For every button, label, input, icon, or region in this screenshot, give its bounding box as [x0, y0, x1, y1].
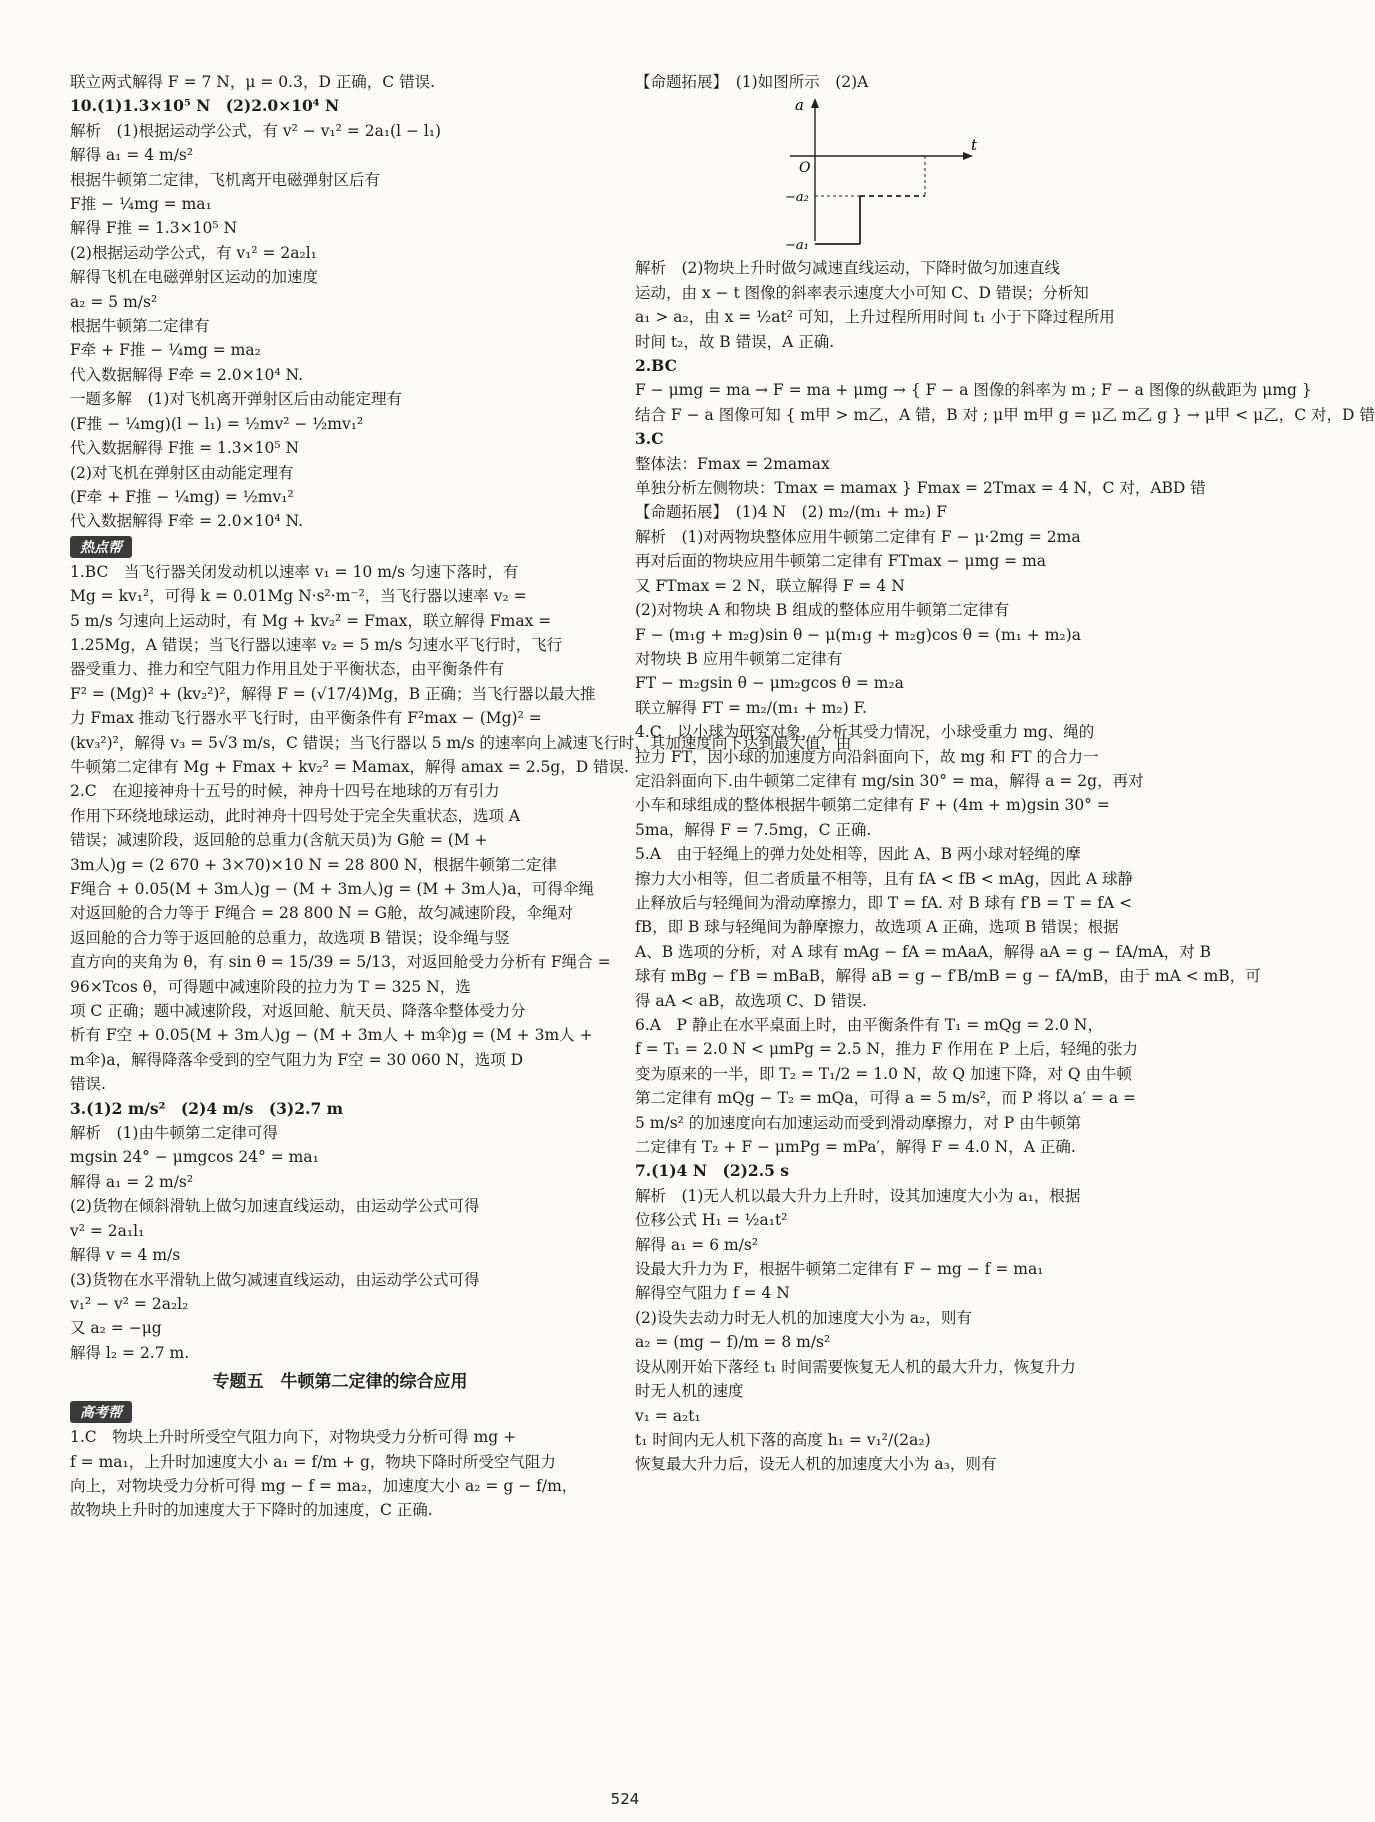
- text-line: t₁ 时间内无人机下落的高度 h₁ = v₁²/(2a₂): [635, 1430, 931, 1449]
- text-line: 时无人机的速度: [635, 1382, 744, 1401]
- text-line: 直方向的夹角为 θ，有 sin θ = 15/39 = 5/13，对返回舱受力分析有 F绳合 =: [70, 953, 611, 972]
- text-line: Mg = kv₁²，可得 k = 0.01Mg N·s²·m⁻²，当飞行器以速率 v₂ =: [70, 587, 527, 606]
- text-line: 析有 F空 + 0.05(M + 3m人)g − (M + 3m人 + m伞)g = (M + 3m人 +: [70, 1026, 593, 1045]
- text-line: 止释放后与轻绳间为滑动摩擦力，即 T = fA. 对 B 球有 f′B = T = fA <: [635, 893, 1133, 912]
- text-line: 设从刚开始下落经 t₁ 时间需要恢复无人机的最大升力，恢复升力: [635, 1357, 1076, 1376]
- text-line: (2)根据运动学公式，有 v₁² = 2a₂l₁: [70, 243, 317, 262]
- text-line: a₂ = (mg − f)/m = 8 m/s²: [635, 1333, 831, 1352]
- text-line: 4.C 以小球为研究对象，分析其受力情况，小球受重力 mg、绳的: [635, 723, 1095, 742]
- text-line: 5 m/s² 的加速度向右加速运动而受到滑动摩擦力，对 P 由牛顿第: [635, 1113, 1082, 1132]
- text-line: fB，即 B 球与轻绳间为静摩擦力，故选项 A 正确，选项 B 错误；根据: [635, 918, 1119, 937]
- text-line: 定沿斜面向下.由牛顿第二定律有 mg/sin 30° = ma，解得 a = 2g，再对: [635, 771, 1144, 790]
- text-line: (3)货物在水平滑轨上做匀减速直线运动，由运动学公式可得: [70, 1270, 480, 1289]
- text-line: F² = (Mg)² + (kv₂²)²，解得 F = (√17/4)Mg，B 正确；当飞行器以最大推: [70, 684, 596, 703]
- section-tag: 高考帮: [70, 1401, 132, 1423]
- text-line: A、B 选项的分析，对 A 球有 mAg − fA = mAaA，解得 aA = g − fA/mA，对 B: [635, 942, 1212, 961]
- text-line: 代入数据解得 F推 = 1.3×10⁵ N: [70, 439, 300, 458]
- text-line: 错误.: [70, 1075, 106, 1094]
- text-line: 解得 a₁ = 4 m/s²: [70, 146, 194, 165]
- text-line: (F牵 + F推 − ¼mg) = ½mv₁²: [70, 487, 294, 506]
- text-line: v² = 2a₁l₁: [70, 1221, 145, 1240]
- text-line: 对物块 B 应用牛顿第二定律有: [635, 649, 843, 668]
- text-line: 根据牛顿第二定律有: [70, 317, 210, 336]
- text-line: 位移公式 H₁ = ½a₁t²: [635, 1211, 788, 1230]
- text-line: 小车和球组成的整体根据牛顿第二定律有 F + (4m + m)gsin 30° =: [635, 796, 1110, 815]
- text-line: F − (m₁g + m₂g)sin θ − μ(m₁g + m₂g)cos θ = (m₁ + m₂)a: [635, 625, 1081, 644]
- text-line: 一题多解 (1)对飞机离开弹射区后由动能定理有: [70, 390, 402, 409]
- acceleration-time-graph: [785, 96, 985, 254]
- text-line: 器受重力、推力和空气阻力作用且处于平衡状态，由平衡条件有: [70, 660, 505, 679]
- text-line: 解析 (1)由牛顿第二定律可得: [70, 1124, 278, 1143]
- text-line: 1.C 物块上升时所受空气阻力向下，对物块受力分析可得 mg +: [70, 1428, 517, 1447]
- graph-x-label: t: [971, 136, 978, 155]
- text-line: 得 aA < aB，故选项 C、D 错误.: [635, 991, 867, 1010]
- text-line: 【命题拓展】 (1)如图所示 (2)A: [635, 73, 869, 91]
- text-line: (2)对物块 A 和物块 B 组成的整体应用牛顿第二定律有: [635, 601, 1010, 620]
- graph-y-label: a: [795, 96, 804, 115]
- text-line: F牵 + F推 − ¼mg = ma₂: [70, 341, 261, 360]
- text-line: 时间 t₂，故 B 错误，A 正确.: [635, 332, 835, 351]
- right-column: [635, 70, 1375, 1477]
- text-line: 【命题拓展】 (1)4 N (2) m₂/(m₁ + m₂) F: [635, 503, 948, 522]
- graph-level-label: −a₁: [785, 238, 809, 254]
- text-line: 5 m/s 匀速向上运动时，有 Mg + kv₂² = Fmax，联立解得 Fmax =: [70, 611, 552, 630]
- text-line: 又 a₂ = −μg: [70, 1319, 162, 1338]
- text-line: F绳合 + 0.05(M + 3m人)g − (M + 3m人)g = (M + 3m人)a，可得伞绳: [70, 880, 594, 898]
- text-line: 联立两式解得 F = 7 N，μ = 0.3，D 正确，C 错误.: [70, 73, 436, 91]
- text-line: 第二定律有 mQg − T₂ = mQa，可得 a = 5 m/s²，而 P 将以 a′ = a =: [635, 1089, 1136, 1108]
- text-line: 根据牛顿第二定律，飞机离开电磁弹射区后有: [70, 170, 381, 189]
- text-line: v₁² − v² = 2a₂l₂: [70, 1294, 189, 1313]
- text-line: 对返回舱的合力等于 F绳合 = 28 800 N = G舱，故匀减速阶段，伞绳对: [70, 904, 573, 923]
- text-line: 单独分析左侧物块：Tmax = mamax } Fmax = 2Tmax = 4 N，C 对，ABD 错: [635, 479, 1206, 498]
- text-line: 变为原来的一半，即 T₂ = T₁/2 = 1.0 N，故 Q 加速下降，对 Q 由牛顿: [635, 1064, 1133, 1083]
- graph-origin-label: O: [799, 160, 811, 177]
- text-line: 解析 (2)物块上升时做匀减速直线运动，下降时做匀加速直线: [635, 259, 1060, 278]
- text-line: 3m人)g = (2 670 + 3×70)×10 N = 28 800 N，根据牛顿第二定律: [70, 855, 558, 874]
- text-line: 解得 a₁ = 2 m/s²: [70, 1172, 194, 1191]
- text-line: 恢复最大升力后，设无人机的加速度大小为 a₃，则有: [635, 1455, 997, 1474]
- text-line: 联立解得 FT = m₂/(m₁ + m₂) F.: [635, 698, 867, 717]
- text-line: (F推 − ¼mg)(l − l₁) = ½mv² − ½mv₁²: [70, 414, 364, 433]
- text-line: 项 C 正确；题中减速阶段，对返回舱、航天员、降落伞整体受力分: [70, 1002, 526, 1021]
- text-line: 拉力 FT，因小球的加速度方向沿斜面向下，故 mg 和 FT 的合力一: [635, 747, 1099, 766]
- answer-heading: 10.(1)1.3×10⁵ N (2)2.0×10⁴ N: [70, 96, 340, 116]
- text-line: 又 FTmax = 2 N，联立解得 F = 4 N: [635, 576, 905, 595]
- text-line: F − μmg = ma → F = ma + μmg → { F − a 图像的斜率为 m ; F − a 图像的纵截距为 μmg }: [635, 381, 1312, 400]
- answer-heading: 3.(1)2 m/s² (2)4 m/s (3)2.7 m: [70, 1098, 344, 1118]
- text-line: 5ma，解得 F = 7.5mg，C 正确.: [635, 820, 872, 839]
- text-line: 运动，由 x − t 图像的斜率表示速度大小可知 C、D 错误；分析知: [635, 283, 1089, 302]
- graph-level-label: −a₂: [785, 190, 809, 206]
- text-line: 擦力大小相等，但二者质量不相等，且有 fA < fB < mAg，因此 A 球静: [635, 869, 1134, 888]
- text-line: 5.A 由于轻绳上的弹力处处相等，因此 A、B 两小球对轻绳的摩: [635, 845, 1081, 864]
- text-line: 1.BC 当飞行器关闭发动机以速率 v₁ = 10 m/s 匀速下落时，有: [70, 562, 519, 581]
- text-line: 力 Fmax 推动飞行器水平飞行时，由平衡条件有 F²max − (Mg)² =: [70, 709, 542, 728]
- text-line: 结合 F − a 图像可知 { m甲 > m乙，A 错，B 对 ; μ甲 m甲 g = μ乙 m乙 g } → μ甲 < μ乙，C 对，D 错: [635, 405, 1375, 424]
- right-column-body: [635, 256, 1375, 1476]
- text-line: 解析 (1)无人机以最大升力上升时，设其加速度大小为 a₁，根据: [635, 1186, 1081, 1205]
- text-line: 解得 l₂ = 2.7 m.: [70, 1343, 190, 1362]
- answer-heading: 3.C: [635, 429, 664, 449]
- text-line: 解得 a₁ = 6 m/s²: [635, 1235, 759, 1254]
- text-line: 解析 (1)对两物块整体应用牛顿第二定律有 F − μ·2mg = 2ma: [635, 527, 1081, 546]
- text-line: mgsin 24° − μmgcos 24° = ma₁: [70, 1148, 319, 1167]
- page-number: 524: [610, 1790, 640, 1808]
- text-line: FT − m₂gsin θ − μm₂gcos θ = m₂a: [635, 674, 904, 693]
- text-line: 牛顿第二定律有 Mg + Fmax + kv₂² = Mamax，解得 amax = 2.5g，D 错误.: [70, 757, 630, 776]
- text-line: a₁ > a₂，由 x = ½at² 可知，上升过程所用时间 t₁ 小于下降过程所用: [635, 308, 1115, 327]
- text-line: m伞)a，解得降落伞受到的空气阻力为 F空 = 30 060 N，选项 D: [70, 1050, 524, 1069]
- text-line: 解得空气阻力 f = 4 N: [635, 1284, 790, 1303]
- text-line: 解得 v = 4 m/s: [70, 1246, 181, 1265]
- text-line: 整体法：Fmax = 2mamax: [635, 454, 830, 473]
- text-line: 设最大升力为 F，根据牛顿第二定律有 F − mg − f = ma₁: [635, 1260, 1044, 1279]
- text-line: 错误；减速阶段，返回舱的总重力(含航天员)为 G舱 = (M +: [70, 831, 488, 850]
- text-line: (kv₃²)²，解得 v₃ = 5√3 m/s，C 错误；当飞行器以 5 m/s 的速率向上减速飞行时，其加速度向下达到最大值，由: [70, 733, 852, 752]
- text-line: (2)设失去动力时无人机的加速度大小为 a₂，则有: [635, 1308, 972, 1327]
- text-line: v₁ = a₂t₁: [635, 1406, 701, 1425]
- text-line: 向上，对物块受力分析可得 mg − f = ma₂，加速度大小 a₂ = g − f/m，: [70, 1476, 578, 1495]
- section-title: 专题五 牛顿第二定律的综合应用: [212, 1372, 468, 1393]
- right-column-top: [635, 70, 1175, 94]
- answer-heading: 2.BC: [635, 356, 677, 376]
- text-line: 故物块上升时的加速度大于下降时的加速度，C 正确.: [70, 1501, 433, 1520]
- text-line: 解析 (1)根据运动学公式，有 v² − v₁² = 2a₁(l − l₁): [70, 121, 442, 140]
- text-line: 再对后面的物块应用牛顿第二定律有 FTmax − μmg = ma: [635, 552, 1047, 571]
- text-line: 返回舱的合力等于返回舱的总重力，故选项 B 错误；设伞绳与竖: [70, 928, 510, 947]
- answer-heading: 7.(1)4 N (2)2.5 s: [635, 1161, 790, 1181]
- text-line: 96×Tcos θ，可得题中减速阶段的拉力为 T = 325 N，选: [70, 977, 471, 996]
- text-line: 代入数据解得 F牵 = 2.0×10⁴ N.: [70, 512, 304, 531]
- section-tag: 热点帮: [70, 536, 132, 558]
- text-line: 二定律有 T₂ + F − μmPg = mPa′，解得 F = 4.0 N，A 正确.: [635, 1138, 1076, 1157]
- text-line: 解得 F推 = 1.3×10⁵ N: [70, 219, 238, 238]
- text-line: F推 − ¼mg = ma₁: [70, 195, 212, 214]
- text-line: 代入数据解得 F牵 = 2.0×10⁴ N.: [70, 365, 304, 384]
- text-line: 1.25Mg，A 错误；当飞行器以速率 v₂ = 5 m/s 匀速水平飞行时，飞行: [70, 635, 563, 654]
- text-line: f = ma₁，上升时加速度大小 a₁ = f/m + g，物块下降时所受空气阻力: [70, 1452, 556, 1471]
- graph-y-arrow: [811, 98, 819, 108]
- text-line: 解得飞机在电磁弹射区运动的加速度: [70, 268, 319, 287]
- text-line: 6.A P 静止在水平桌面上时，由平衡条件有 T₁ = mQg = 2.0 N，: [635, 1016, 1103, 1034]
- text-line: a₂ = 5 m/s²: [70, 292, 158, 311]
- text-line: f = T₁ = 2.0 N < μmPg = 2.5 N，推力 F 作用在 P 上后，轻绳的张力: [635, 1040, 1138, 1059]
- text-line: (2)对飞机在弹射区由动能定理有: [70, 463, 294, 482]
- text-line: 2.C 在迎接神舟十五号的时候，神舟十四号在地球的万有引力: [70, 782, 500, 801]
- text-line: (2)货物在倾斜滑轨上做匀加速直线运动，由运动学公式可得: [70, 1197, 480, 1216]
- text-line: 作用下环绕地球运动，此时神舟十四号处于完全失重状态，选项 A: [70, 806, 521, 825]
- text-line: 球有 mBg − f′B = mBaB，解得 aB = g − f′B/mB = g − fA/mB，由于 mA < mB，可: [635, 967, 1261, 986]
